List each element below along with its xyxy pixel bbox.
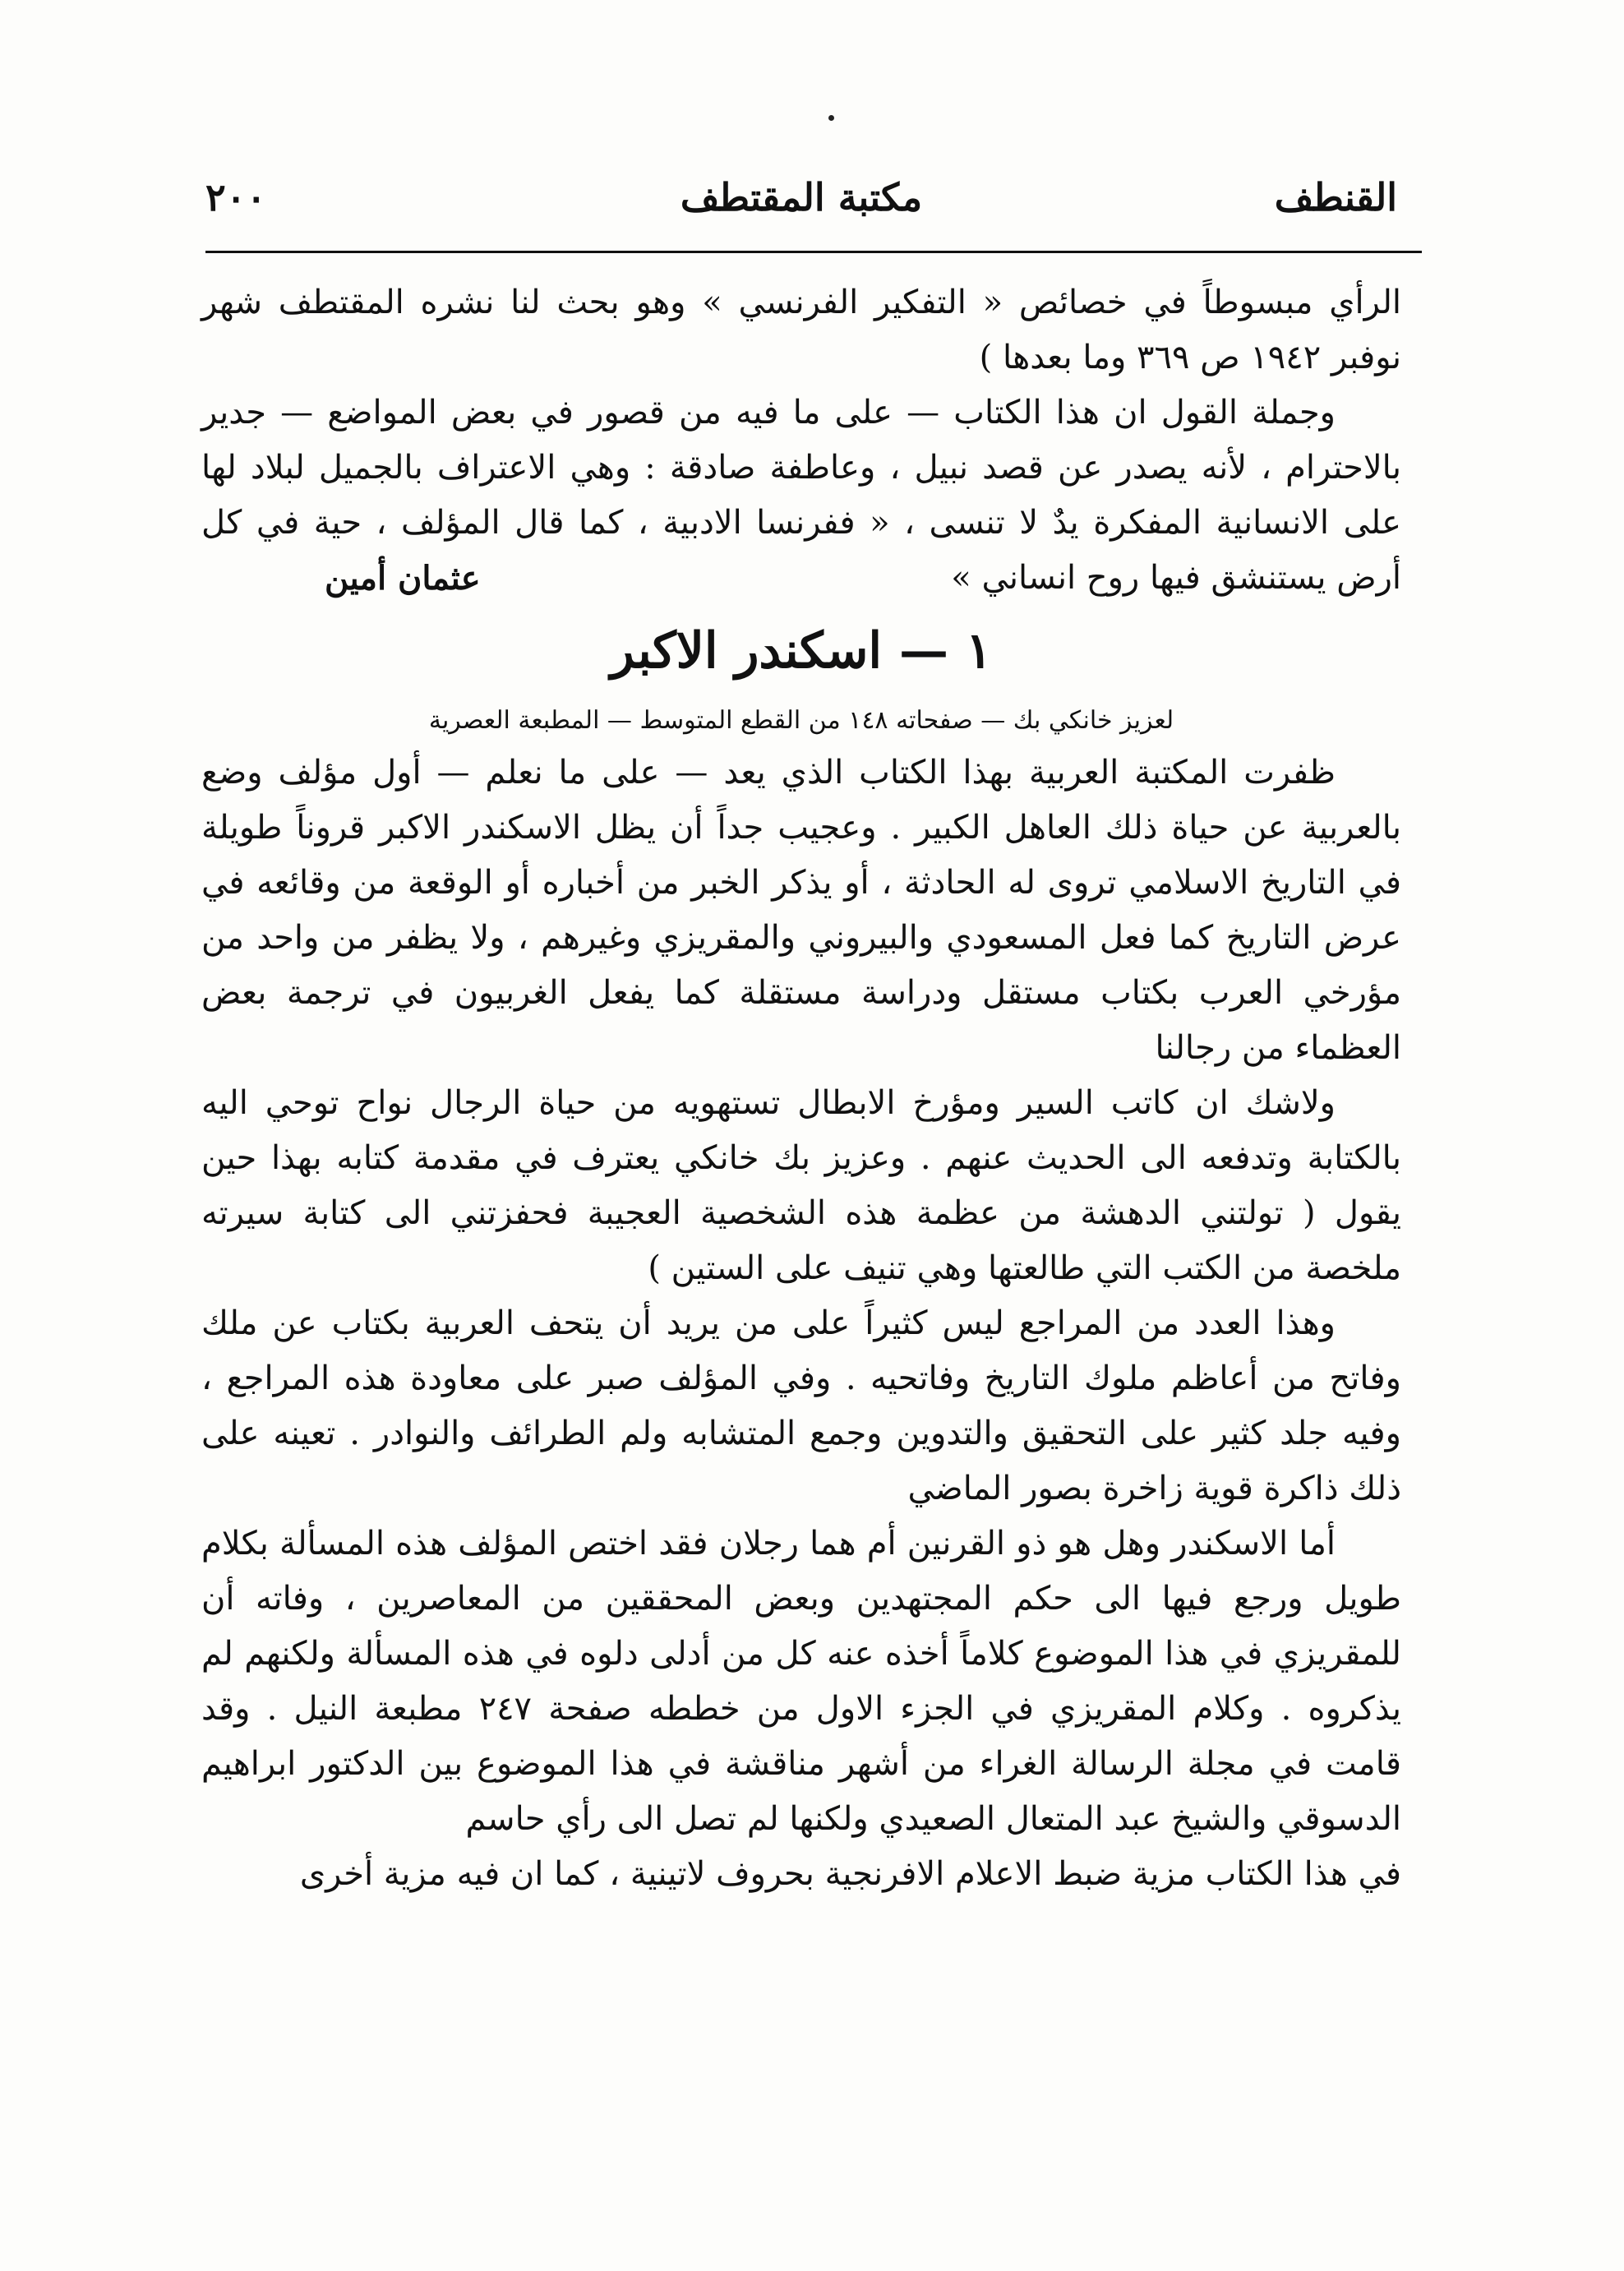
paragraph: وجملة القول ان هذا الكتاب — على ما فيه من قصور في بعض المواضع — جدير بالاحترام ، لأنه يصدر عن قصد نبيل ، وعاطفة صادقة : وهي الاعتراف بالجميل لبلاد لها على الانسانية المفكرة يدٌ لا تنسى ، « ففرنسا الادبية ، كما قال المؤلف ، حية في كل أرض يستنشق فيها روح انساني » <box>201 394 1401 597</box>
section-header: مكتبة المقتطف <box>680 175 923 219</box>
paragraph: ظفرت المكتبة العربية بهذا الكتاب الذي يعد — على ما نعلم — أول مؤلف وضع بالعربية عن حياة ذلك العاهل الكبير . وعجيب جداً أن يظل الاسكندر الاكبر قروناً طويلة في التاريخ الاسلامي تروى له الحادثة ، أو يذكر الخبر من أخباره أو الوقعة من وقائعه في عرض التاريخ كما فعل المسعودي والبيروني والمقريزي وغيرهم ، ولا يظفر من واحد من مؤرخي العرب بكتاب مستقل ودراسة مستقلة كما يفعل الغربيون في ترجمة بعض العظماء من رجالنا <box>201 754 1401 1067</box>
speck-mark <box>828 115 834 121</box>
paragraph: ولاشك ان كاتب السير ومؤرخ الابطال تستهويه من حياة الرجال نواح توحي اليه بالكتابة وتدفعه الى الحديث عنهم . وعزيز بك خانكي يعترف في مقدمة كتابه بهذا حين يقول ( تولتني الدهشة من عظمة هذه الشخصية العجيبة فحفزتني الى كتابة سيرته ملخصة من الكتب التي طالعتها وهي تنيف على الستين ) <box>201 1084 1402 1287</box>
section-title: ١ — اسكندر الاكبر <box>610 622 993 680</box>
page-number: ٢٠٠ <box>205 175 267 219</box>
header-rule <box>205 251 1422 253</box>
paragraph: الرأي مبسوطاً في خصائص « التفكير الفرنسي » وهو بحث لنا نشره المقتطف شهر نوفبر ١٩٤٢ ص ٣٦٩ وما بعدها ) <box>201 284 1401 376</box>
paragraph: وهذا العدد من المراجع ليس كثيراً على من يريد أن يتحف العربية بكتاب عن ملك وفاتح من أعاظم ملوك التاريخ وفاتحيه . وفي المؤلف صبر على معاودة هذه المراجع ، وفيه جلد كثير على التحقيق والتدوين وجمع المتشابه ولم الطرائف والنوادر . تعينه على ذلك ذاكرة قوية زاخرة بصور الماضي <box>201 1304 1401 1507</box>
body-text <box>201 275 1401 1902</box>
running-header <box>205 168 1397 234</box>
bibliography-line: لعزيز خانكي بك — صفحاته ١٤٨ من القطع المتوسط — المطبعة العصرية <box>428 706 1174 735</box>
author-signature: عثمان أمين <box>325 559 481 598</box>
paragraph: في هذا الكتاب مزية ضبط الاعلام الافرنجية بحروف لاتينية ، كما ان فيه مزية أخرى <box>299 1855 1401 1893</box>
paragraph: أما الاسكندر وهل هو ذو القرنين أم هما رجلان فقد اختص المؤلف هذه المسألة بكلام طويل ورجع فيها الى حكم المجتهدين وبعض المحققين من المعاصرين ، وفاته أن للمقريزي في هذا الموضوع كلاماً أخذه عنه كل من أدلى دلوه في هذه المسألة ولكنهم لم يذكروه . وكلام المقريزي في الجزء الاول من خططه صفحة ٢٤٧ مطبعة النيل . وقد قامت في مجلة الرسالة الغراء من أشهر مناقشة في هذا الموضوع بين الدكتور ابراهيم الدسوقي والشيخ عبد المتعال الصعيدي ولكنها لم تصل الى رأي حاسم <box>201 1525 1401 1838</box>
journal-name: القنطف <box>1274 175 1397 219</box>
